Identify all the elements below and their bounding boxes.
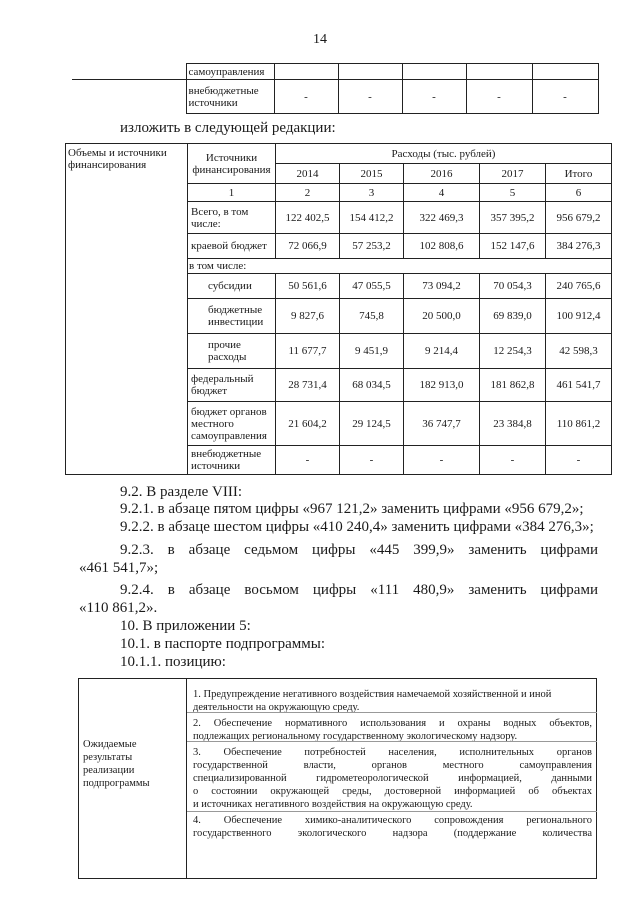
fragment-value: - xyxy=(532,80,598,114)
fragment-source: внебюджетные источники xyxy=(186,80,274,114)
value-cell: 57 253,2 xyxy=(340,234,404,259)
table-row xyxy=(72,64,598,80)
value-cell: 69 839,0 xyxy=(480,299,546,334)
value-cell: 36 747,7 xyxy=(404,402,480,446)
value-cell: 21 604,2 xyxy=(276,402,340,446)
intro-text: изложить в следующей редакции: xyxy=(120,120,336,136)
value-cell: 102 808,6 xyxy=(404,234,480,259)
value-cell: 461 541,7 xyxy=(546,369,612,402)
fragment-value: - xyxy=(274,80,338,114)
source-cell: субсидии xyxy=(188,274,276,299)
value-cell: - xyxy=(340,446,404,475)
value-cell: 122 402,5 xyxy=(276,202,340,234)
value-cell: 68 034,5 xyxy=(340,369,404,402)
table-row xyxy=(72,80,598,114)
value-cell: 12 254,3 xyxy=(480,334,546,369)
result-line: о состоянии окружающей среды, достоверной информацией об объектах xyxy=(193,786,592,797)
value-cell: - xyxy=(276,446,340,475)
result-line: деятельности на окружающую среду. xyxy=(193,702,360,713)
fragment-value: - xyxy=(338,80,402,114)
value-cell: 72 066,9 xyxy=(276,234,340,259)
value-cell: 20 500,0 xyxy=(404,299,480,334)
passport-label: Ожидаемые результаты реализации подпрограммы xyxy=(79,679,187,879)
value-cell: 29 124,5 xyxy=(340,402,404,446)
source-cell: краевой бюджет xyxy=(188,234,276,259)
value-cell: - xyxy=(480,446,546,475)
result-line: государственной власти, органов местного самоуправления xyxy=(193,760,592,771)
value-cell: 181 862,8 xyxy=(480,369,546,402)
year-header: 2017 xyxy=(480,164,546,184)
value-cell: 9 827,6 xyxy=(276,299,340,334)
value-cell: 152 147,6 xyxy=(480,234,546,259)
result-line: специализированной гидрометеорологической информацией, данными xyxy=(193,773,592,784)
column-number: 2 xyxy=(276,184,340,202)
result-divider xyxy=(187,741,597,742)
paragraph-9-2: 9.2. В разделе VIII: xyxy=(120,484,242,500)
value-cell: 182 913,0 xyxy=(404,369,480,402)
year-header: 2015 xyxy=(340,164,404,184)
year-header: 2014 xyxy=(276,164,340,184)
paragraph-9-2-4-cont: «110 861,2». xyxy=(79,600,158,616)
year-header: Итого xyxy=(546,164,612,184)
paragraph-9-2-1: 9.2.1. в абзаце пятом цифры «967 121,2» заменить цифрами «956 679,2»; xyxy=(120,501,584,517)
value-cell: 956 679,2 xyxy=(546,202,612,234)
value-cell: 28 731,4 xyxy=(276,369,340,402)
column-number: 4 xyxy=(404,184,480,202)
value-cell: 154 412,2 xyxy=(340,202,404,234)
fragment-value: - xyxy=(466,80,532,114)
result-item xyxy=(193,814,592,840)
subtotal-label: в том числе: xyxy=(188,259,612,274)
result-item xyxy=(193,746,592,811)
value-cell: 9 214,4 xyxy=(404,334,480,369)
source-cell: внебюджетные источники xyxy=(188,446,276,475)
value-cell: 70 054,3 xyxy=(480,274,546,299)
source-cell: прочие расходы xyxy=(188,334,276,369)
result-line: подлежащих региональному государственному экологическому надзору. xyxy=(193,731,518,742)
result-line: и источниках негативного воздействия на окружающую среду. xyxy=(193,799,473,810)
value-cell: 100 912,4 xyxy=(546,299,612,334)
result-line: 1. Предупреждение негативного воздействия намечаемой хозяйственной и иной xyxy=(193,689,552,700)
result-line: государственного экологического надзора (поддержание количества xyxy=(193,828,592,839)
value-cell: 11 677,7 xyxy=(276,334,340,369)
source-cell: бюджетные инвестиции xyxy=(188,299,276,334)
column-number: 1 xyxy=(188,184,276,202)
value-cell: - xyxy=(546,446,612,475)
value-cell: 47 055,5 xyxy=(340,274,404,299)
paragraph-10-1-1: 10.1.1. позицию: xyxy=(120,654,226,670)
result-line: 4. Обеспечение химико-аналитического сопровождения регионального xyxy=(193,815,592,826)
passport-table xyxy=(78,678,597,879)
value-cell: 240 765,6 xyxy=(546,274,612,299)
fragment-source: самоуправления xyxy=(186,64,274,80)
year-header: 2016 xyxy=(404,164,480,184)
result-divider xyxy=(187,811,597,812)
value-cell: 23 384,8 xyxy=(480,402,546,446)
value-cell: 110 861,2 xyxy=(546,402,612,446)
fragment-value: - xyxy=(402,80,466,114)
page-number: 14 xyxy=(313,32,327,47)
column-number: 5 xyxy=(480,184,546,202)
column-number: 6 xyxy=(546,184,612,202)
expenses-header: Расходы (тыс. рублей) xyxy=(276,144,612,164)
paragraph-9-2-3-cont: «461 541,7»; xyxy=(79,560,159,576)
paragraph-9-2-3: 9.2.3. в абзаце седьмом цифры «445 399,9» заменить цифрами xyxy=(120,542,598,558)
result-item xyxy=(193,688,592,714)
value-cell: - xyxy=(404,446,480,475)
value-cell: 384 276,3 xyxy=(546,234,612,259)
paragraph-9-2-2: 9.2.2. в абзаце шестом цифры «410 240,4» заменить цифрами «384 276,3»; xyxy=(120,519,594,535)
source-cell: бюджет органов местного самоуправления xyxy=(188,402,276,446)
paragraph-10: 10. В приложении 5: xyxy=(120,618,251,634)
source-cell: федеральный бюджет xyxy=(188,369,276,402)
value-cell: 745,8 xyxy=(340,299,404,334)
fragment-table xyxy=(72,63,599,114)
column-number: 3 xyxy=(340,184,404,202)
table-row xyxy=(79,679,597,879)
result-divider xyxy=(187,712,597,713)
result-item xyxy=(193,717,592,743)
value-cell: 357 395,2 xyxy=(480,202,546,234)
finance-table xyxy=(65,143,612,475)
value-cell: 73 094,2 xyxy=(404,274,480,299)
finance-row-label: Объемы и источники финансирования xyxy=(66,144,188,475)
value-cell: 322 469,3 xyxy=(404,202,480,234)
sources-header: Источники финансирования xyxy=(188,144,276,184)
value-cell: 50 561,6 xyxy=(276,274,340,299)
result-line: 2. Обеспечение нормативного использования и охраны водных объектов, xyxy=(193,718,592,729)
source-cell: Всего, в том числе: xyxy=(188,202,276,234)
value-cell: 9 451,9 xyxy=(340,334,404,369)
paragraph-10-1: 10.1. в паспорте подпрограммы: xyxy=(120,636,326,652)
value-cell: 42 598,3 xyxy=(546,334,612,369)
result-line: 3. Обеспечение потребностей населения, исполнительных органов xyxy=(193,747,592,758)
paragraph-9-2-4: 9.2.4. в абзаце восьмом цифры «111 480,9» заменить цифрами xyxy=(120,582,598,598)
